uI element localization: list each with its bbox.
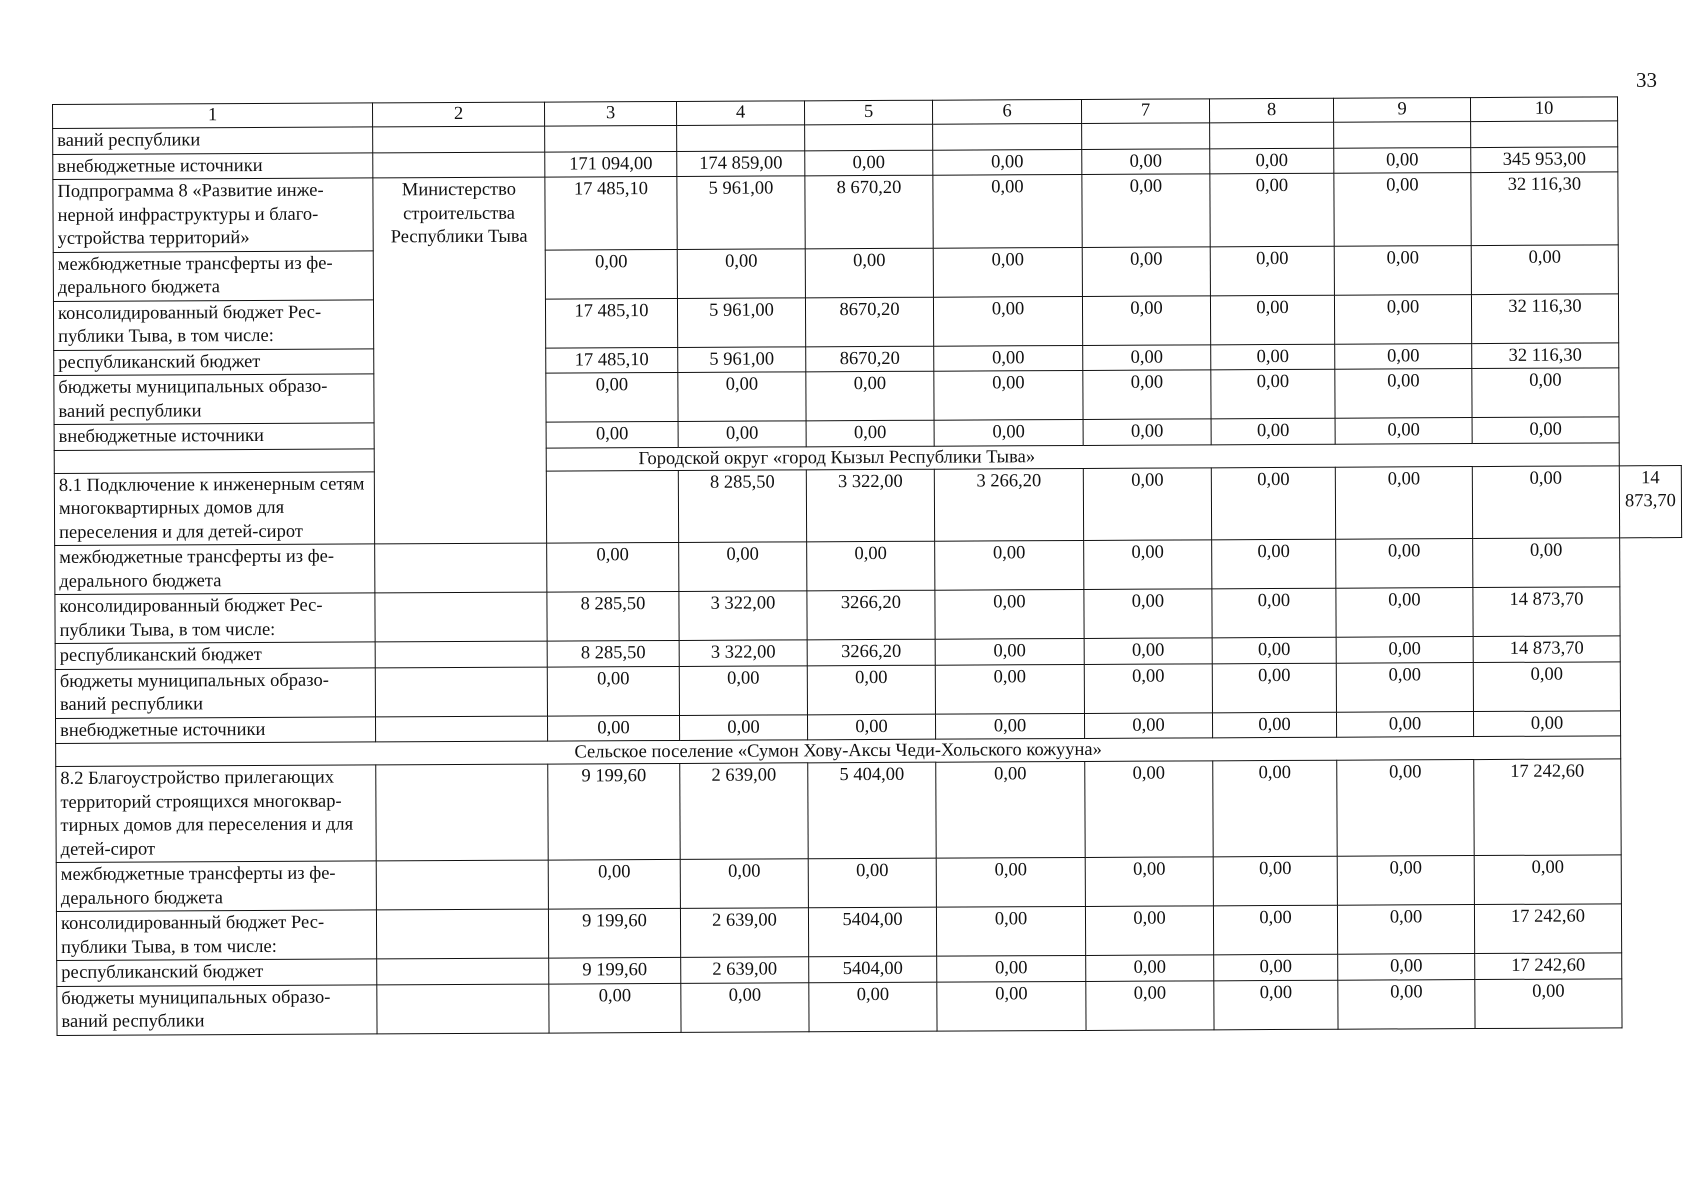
- value-cell: 8 285,50: [547, 591, 679, 641]
- organization-cell: [373, 152, 545, 178]
- value-cell: [1082, 123, 1210, 149]
- column-header: 3: [544, 101, 676, 126]
- value-cell: 3 266,20: [934, 468, 1083, 541]
- value-cell: 8 285,50: [678, 469, 806, 542]
- value-cell: 0,00: [933, 247, 1082, 297]
- value-cell: 0,00: [1212, 539, 1336, 589]
- value-cell: 0,00: [1082, 148, 1210, 174]
- value-cell: 2 639,00: [680, 908, 808, 958]
- value-cell: 0,00: [935, 664, 1084, 714]
- value-cell: 0,00: [1210, 246, 1334, 296]
- row-label: консолидированный бюджет Рес-публики Тыва, в том числе:: [55, 593, 375, 644]
- value-cell: 0,00: [548, 859, 680, 909]
- value-cell: 0,00: [1337, 905, 1474, 955]
- value-cell: 9 199,60: [549, 957, 681, 983]
- value-cell: 0,00: [934, 419, 1083, 445]
- row-label: межбюджетные трансферты из фе-дерального бюджета: [56, 861, 376, 912]
- table-row: [53, 244, 1680, 301]
- value-cell: 0,00: [1212, 637, 1336, 663]
- organization-cell: [375, 667, 547, 717]
- value-cell: 0,00: [1211, 467, 1335, 540]
- value-cell: 174 859,00: [677, 150, 805, 176]
- value-cell: 9 199,60: [548, 908, 680, 958]
- value-cell: 0,00: [1082, 174, 1210, 247]
- table-row: [54, 465, 1681, 545]
- organization-cell: [375, 592, 547, 642]
- value-cell: 0,00: [679, 714, 807, 740]
- value-cell: 0,00: [681, 982, 809, 1032]
- value-cell: 0,00: [1337, 856, 1474, 906]
- value-cell: 14 873,70: [1473, 587, 1620, 637]
- value-cell: 0,00: [1336, 662, 1473, 712]
- organization-cell: [375, 543, 547, 593]
- value-cell: 8 285,50: [547, 640, 679, 666]
- section-title: Городской округ «город Кызыл Республики Тыва»: [54, 442, 1619, 473]
- row-label: республиканский бюджет: [55, 642, 375, 669]
- value-cell: 0,00: [1473, 661, 1620, 711]
- value-cell: 17 485,10: [545, 298, 677, 348]
- value-cell: 0,00: [806, 420, 934, 446]
- value-cell: 0,00: [806, 371, 934, 421]
- value-cell: 0,00: [1211, 418, 1335, 444]
- column-header: 9: [1333, 98, 1470, 123]
- value-cell: 0,00: [805, 150, 933, 176]
- organization-cell: [376, 764, 548, 861]
- value-cell: 0,00: [1335, 369, 1472, 419]
- value-cell: 17 242,60: [1474, 759, 1621, 856]
- organization-cell: [546, 470, 678, 543]
- value-cell: 0,00: [1471, 244, 1618, 294]
- value-cell: 0,00: [933, 149, 1082, 175]
- section-title: Сельское поселение «Сумон Хову-Аксы Чеди-Хольского кожууна»: [56, 736, 1621, 767]
- value-cell: 14 873,70: [1473, 636, 1620, 662]
- table-row: [55, 587, 1682, 644]
- row-label: консолидированный бюджет Рес-публики Тыва, в том числе:: [56, 910, 376, 961]
- organization-cell: [376, 860, 548, 910]
- value-cell: 0,00: [935, 638, 1084, 664]
- row-label: ваний республики: [53, 127, 373, 154]
- value-cell: 0,00: [936, 857, 1085, 907]
- value-cell: 0,00: [678, 421, 806, 447]
- value-cell: 0,00: [809, 982, 937, 1032]
- value-cell: 0,00: [1083, 370, 1211, 420]
- organization-cell: [377, 958, 549, 984]
- row-label: внебюджетные источники: [53, 152, 373, 179]
- value-cell: 0,00: [546, 372, 678, 422]
- value-cell: 0,00: [937, 955, 1086, 981]
- row-label: Подпрограмма 8 «Развитие инже-нерной инфраструктуры и благо-устройства территорий»: [53, 178, 373, 252]
- row-label: внебюджетные источники: [56, 716, 376, 743]
- row-label: республиканский бюджет: [54, 348, 374, 375]
- table-row: [56, 904, 1683, 961]
- organization-cell: Министерство строительства Республики Тыва: [373, 177, 547, 544]
- value-cell: 0,00: [933, 296, 1082, 346]
- column-header: 1: [53, 103, 373, 129]
- column-header: 6: [932, 99, 1081, 124]
- table-row: [55, 538, 1682, 595]
- value-cell: 5404,00: [809, 956, 937, 982]
- row-label: внебюджетные источники: [54, 423, 374, 450]
- value-cell: 0,00: [1082, 295, 1210, 345]
- value-cell: 17 242,60: [1474, 904, 1621, 954]
- value-cell: 0,00: [1084, 540, 1212, 590]
- table-row: [53, 172, 1680, 252]
- value-cell: [1334, 122, 1471, 148]
- value-cell: 0,00: [1085, 857, 1213, 907]
- value-cell: 0,00: [807, 665, 935, 715]
- table-row: [57, 978, 1684, 1035]
- value-cell: 0,00: [1472, 417, 1619, 443]
- value-cell: 8670,20: [806, 346, 934, 372]
- column-header: 7: [1081, 99, 1209, 124]
- value-cell: 0,00: [937, 981, 1086, 1031]
- value-cell: 0,00: [547, 666, 679, 716]
- value-cell: 0,00: [934, 345, 1083, 371]
- row-label: межбюджетные трансферты из фе-дерального бюджета: [53, 250, 373, 301]
- value-cell: 5404,00: [808, 907, 936, 957]
- value-cell: 0,00: [1335, 343, 1472, 369]
- column-header: 8: [1209, 98, 1333, 123]
- value-cell: 5 961,00: [678, 346, 806, 372]
- value-cell: 5 404,00: [808, 762, 936, 859]
- column-header: 10: [1470, 97, 1617, 122]
- value-cell: 0,00: [679, 665, 807, 715]
- value-cell: 0,00: [1214, 980, 1338, 1030]
- value-cell: 0,00: [1213, 856, 1337, 906]
- value-cell: [933, 123, 1082, 149]
- value-cell: 0,00: [805, 248, 933, 298]
- value-cell: 0,00: [1213, 760, 1337, 857]
- value-cell: 0,00: [1474, 855, 1621, 905]
- value-cell: 0,00: [1214, 954, 1338, 980]
- table-row: [54, 368, 1681, 425]
- value-cell: 8670,20: [805, 297, 933, 347]
- row-label: 8.1 Подключение к инженерным сетям многоквартирных домов для переселения и для детей-сирот: [54, 471, 374, 545]
- value-cell: 345 953,00: [1471, 146, 1618, 172]
- value-cell: 8 670,20: [805, 175, 933, 248]
- value-cell: 5 961,00: [677, 176, 805, 249]
- value-cell: 0,00: [1472, 368, 1619, 418]
- row-label: бюджеты муниципальных образо-ваний республики: [55, 667, 375, 718]
- row-label: бюджеты муниципальных образо-ваний республики: [54, 374, 374, 425]
- value-cell: 32 116,30: [1471, 172, 1618, 245]
- value-cell: 0,00: [807, 541, 935, 591]
- column-header: 4: [676, 101, 804, 126]
- value-cell: 3 322,00: [806, 469, 934, 542]
- value-cell: 0,00: [1336, 637, 1473, 663]
- value-cell: 5 961,00: [677, 297, 805, 347]
- value-cell: 0,00: [935, 589, 1084, 639]
- value-cell: 0,00: [1210, 173, 1334, 246]
- value-cell: 3 322,00: [679, 591, 807, 641]
- value-cell: 0,00: [1085, 761, 1213, 858]
- value-cell: 0,00: [549, 983, 681, 1033]
- value-cell: 0,00: [1338, 979, 1475, 1029]
- value-cell: 0,00: [1338, 954, 1475, 980]
- value-cell: 32 116,30: [1471, 293, 1618, 343]
- value-cell: 32 116,30: [1472, 342, 1619, 368]
- value-cell: 0,00: [1475, 978, 1622, 1028]
- value-cell: 0,00: [936, 761, 1085, 858]
- value-cell: 0,00: [1210, 295, 1334, 345]
- table-row: [56, 855, 1683, 912]
- value-cell: 0,00: [1212, 588, 1336, 638]
- page-number: 33: [1636, 68, 1657, 92]
- value-cell: 0,00: [1212, 712, 1336, 738]
- value-cell: 0,00: [678, 372, 806, 422]
- value-cell: 0,00: [1334, 294, 1471, 344]
- value-cell: 2 639,00: [681, 957, 809, 983]
- row-label: республиканский бюджет: [57, 959, 377, 986]
- value-cell: 0,00: [1210, 148, 1334, 174]
- value-cell: 0,00: [1212, 663, 1336, 713]
- value-cell: 17 485,10: [546, 347, 678, 373]
- value-cell: 0,00: [807, 714, 935, 740]
- value-cell: 3266,20: [807, 639, 935, 665]
- value-cell: 0,00: [1336, 539, 1473, 589]
- organization-cell: [375, 716, 547, 742]
- value-cell: 0,00: [1084, 638, 1212, 664]
- value-cell: 0,00: [1334, 245, 1471, 295]
- value-cell: 3 322,00: [679, 640, 807, 666]
- value-cell: [545, 125, 677, 151]
- table-body: [53, 97, 1685, 1035]
- value-cell: 0,00: [679, 542, 807, 592]
- value-cell: 0,00: [1334, 147, 1471, 173]
- value-cell: [677, 125, 805, 151]
- value-cell: 0,00: [1472, 465, 1619, 538]
- value-cell: 0,00: [934, 370, 1083, 420]
- table-row: [56, 759, 1683, 863]
- value-cell: 0,00: [1086, 980, 1214, 1030]
- row-label: межбюджетные трансферты из фе-дерального бюджета: [55, 544, 375, 595]
- budget-table: [52, 96, 1685, 1035]
- value-cell: 0,00: [808, 858, 936, 908]
- organization-cell: [375, 641, 547, 667]
- value-cell: 0,00: [545, 249, 677, 299]
- value-cell: 0,00: [1334, 173, 1471, 246]
- value-cell: [805, 124, 933, 150]
- value-cell: 9 199,60: [548, 763, 680, 860]
- value-cell: 0,00: [1473, 538, 1620, 588]
- value-cell: 0,00: [1084, 663, 1212, 713]
- value-cell: 0,00: [1083, 419, 1211, 445]
- value-cell: 0,00: [680, 859, 808, 909]
- organization-cell: [376, 909, 548, 959]
- value-cell: 17 242,60: [1475, 953, 1622, 979]
- value-cell: 0,00: [1335, 466, 1472, 539]
- value-cell: 2 639,00: [680, 763, 808, 860]
- value-cell: 171 094,00: [545, 151, 677, 177]
- row-label: бюджеты муниципальных образо-ваний республики: [57, 984, 377, 1035]
- value-cell: 0,00: [677, 248, 805, 298]
- value-cell: 3266,20: [807, 590, 935, 640]
- value-cell: 14 873,70: [1619, 465, 1681, 538]
- organization-cell: [377, 984, 549, 1034]
- value-cell: 0,00: [1473, 710, 1620, 736]
- value-cell: 0,00: [546, 421, 678, 447]
- table-row: [53, 293, 1680, 350]
- value-cell: 0,00: [1086, 955, 1214, 981]
- row-label: консолидированный бюджет Рес-публики Тыва, в том числе:: [53, 299, 373, 350]
- value-cell: 0,00: [547, 542, 679, 592]
- column-header: 2: [372, 102, 544, 127]
- value-cell: 0,00: [1336, 711, 1473, 737]
- value-cell: 0,00: [1084, 712, 1212, 738]
- value-cell: 0,00: [1335, 418, 1472, 444]
- value-cell: [1210, 122, 1334, 148]
- value-cell: 17 485,10: [545, 176, 677, 249]
- value-cell: 0,00: [1211, 344, 1335, 370]
- value-cell: 0,00: [547, 715, 679, 741]
- value-cell: 0,00: [1082, 246, 1210, 296]
- row-label: 8.2 Благоустройство прилегающих территорий строящихся многоквар-тирных домов для переселения и для детей-сирот: [56, 765, 376, 863]
- value-cell: 0,00: [936, 906, 1085, 956]
- value-cell: 0,00: [1336, 588, 1473, 638]
- value-cell: 0,00: [1213, 905, 1337, 955]
- value-cell: 0,00: [1083, 467, 1211, 540]
- table-row: [55, 661, 1682, 718]
- value-cell: 0,00: [1084, 589, 1212, 639]
- value-cell: 0,00: [935, 540, 1084, 590]
- value-cell: 0,00: [1211, 369, 1335, 419]
- value-cell: [1471, 121, 1618, 147]
- value-cell: 0,00: [933, 174, 1082, 247]
- value-cell: 0,00: [1337, 760, 1474, 857]
- value-cell: 0,00: [935, 713, 1084, 739]
- budget-table-container: [52, 96, 1685, 1035]
- column-header: 5: [804, 100, 932, 125]
- organization-cell: [373, 126, 545, 152]
- value-cell: 0,00: [1085, 906, 1213, 956]
- value-cell: 0,00: [1083, 344, 1211, 370]
